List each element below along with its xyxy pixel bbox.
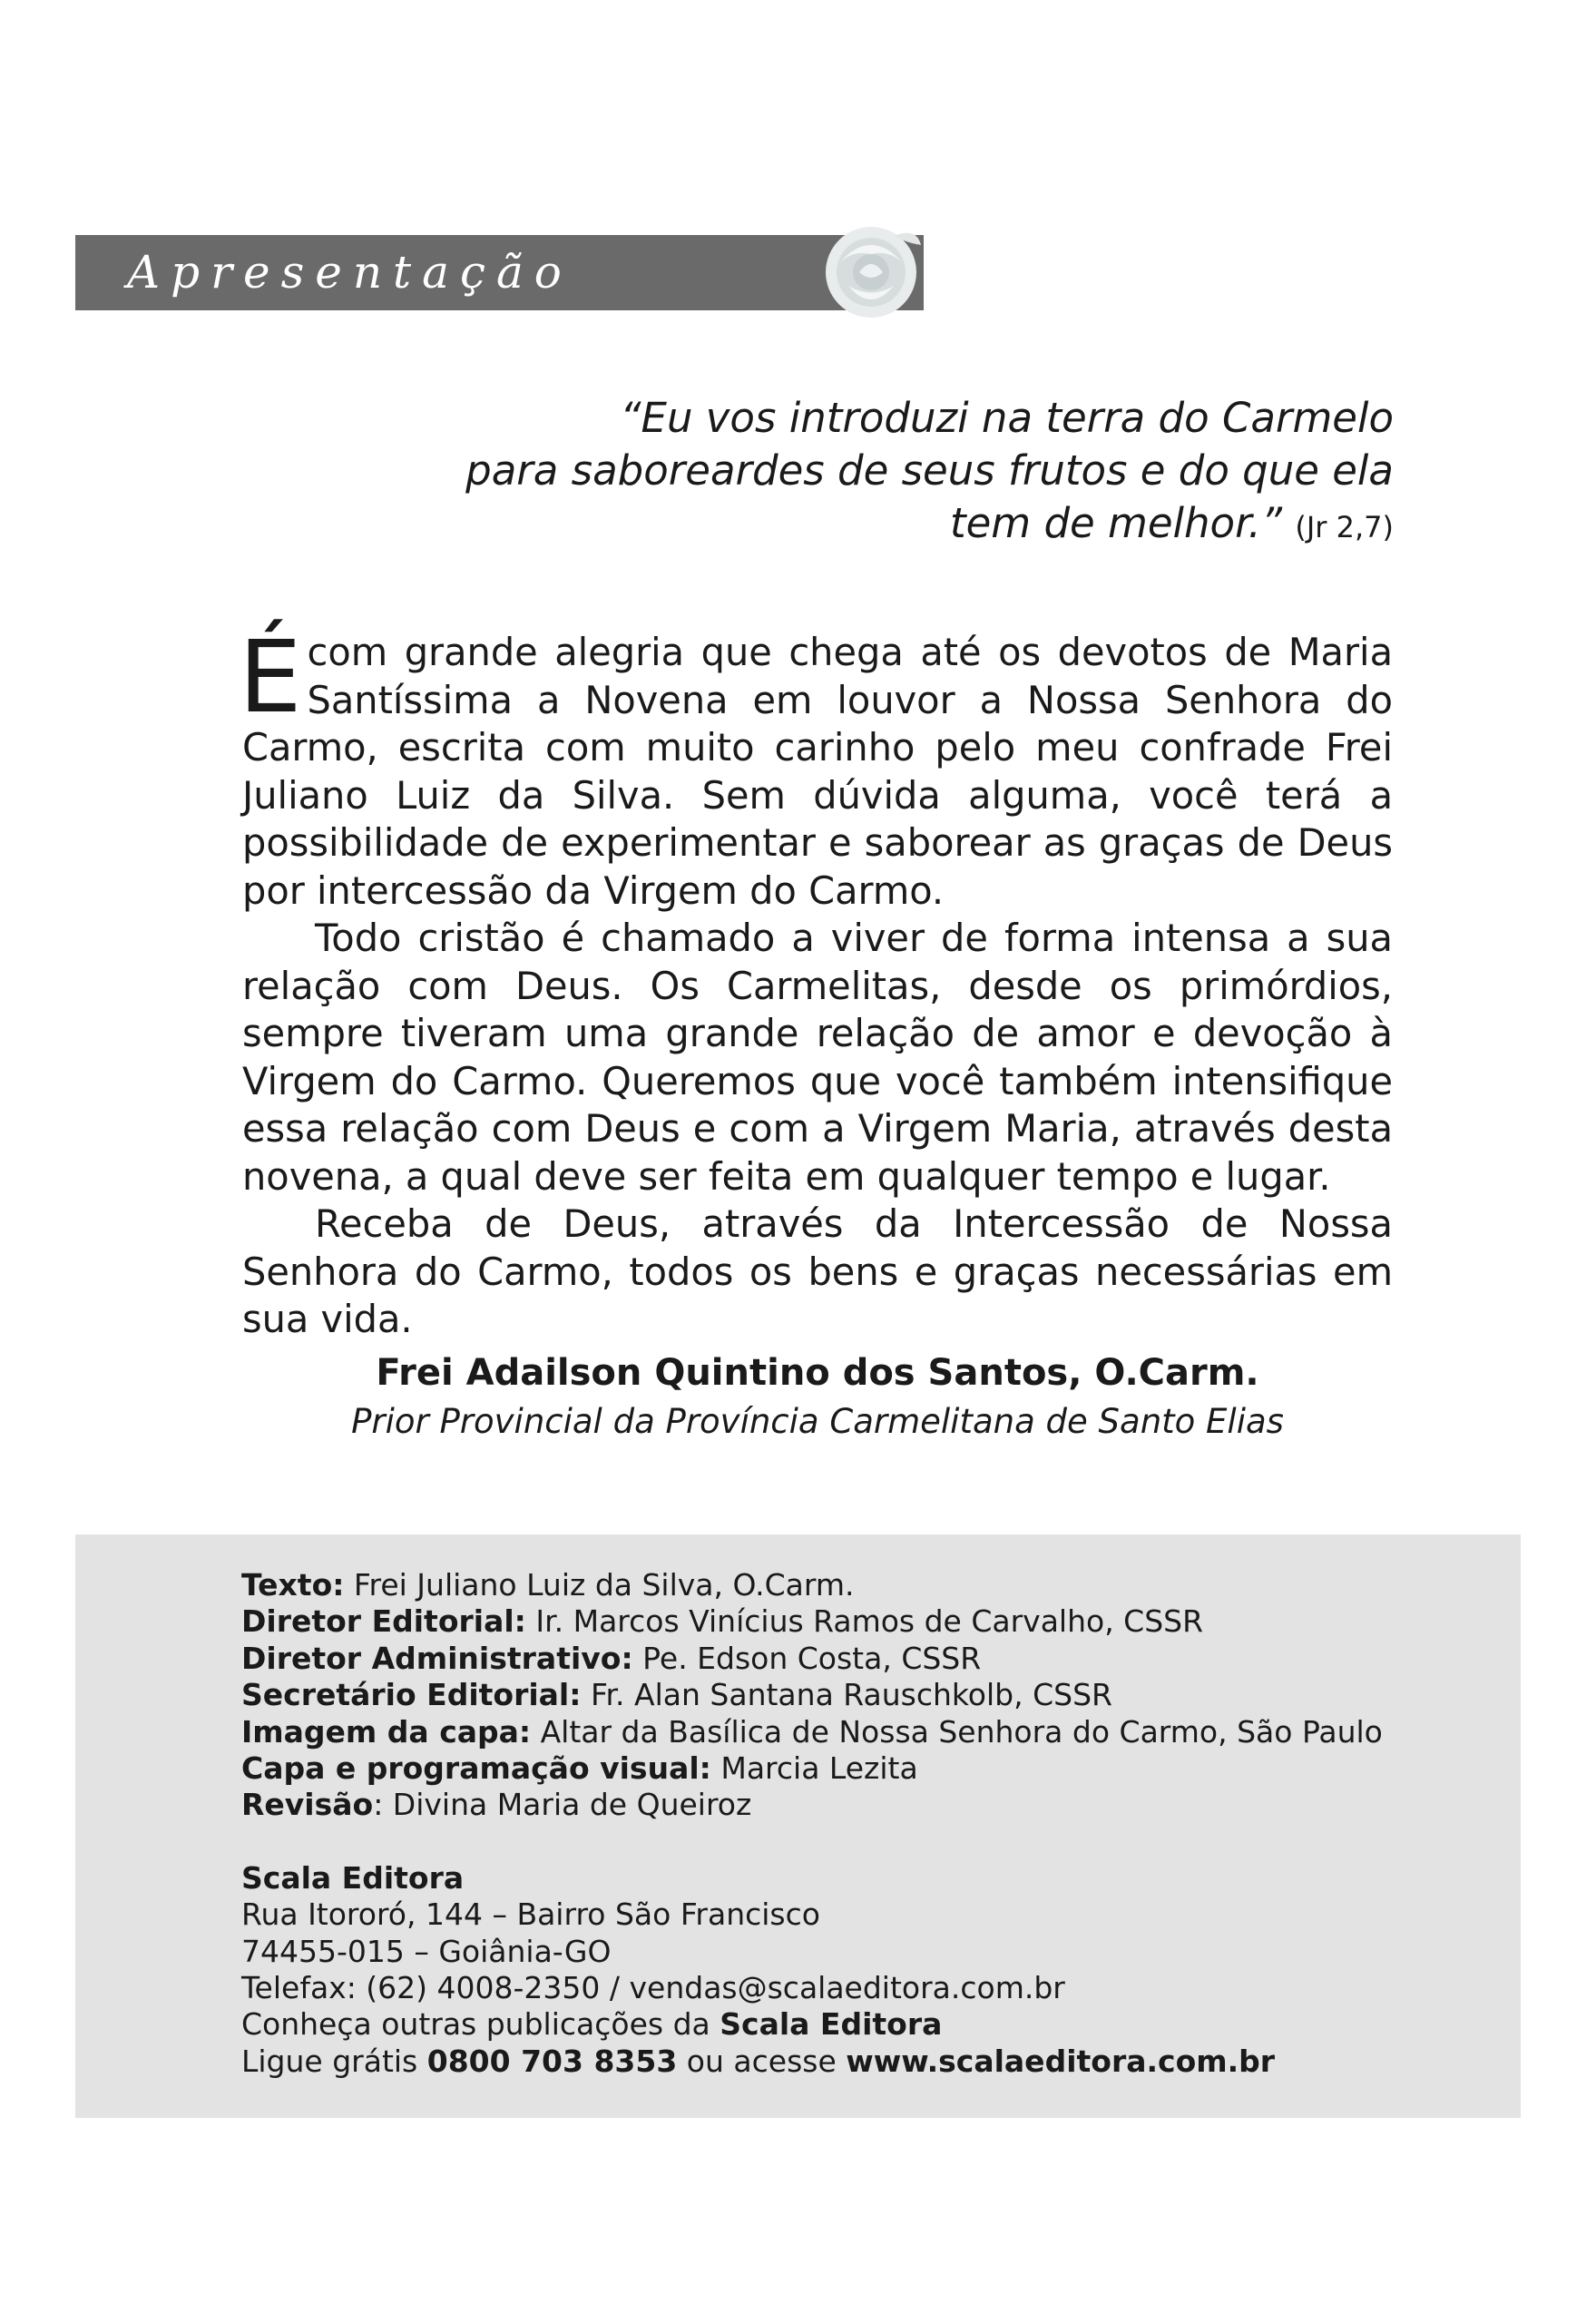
epigraph-line: “Eu vos introduzi na terra do Carmelo: [620, 394, 1394, 442]
credits-box: [75, 1534, 1521, 2118]
credit-value: Pe. Edson Costa, CSSR: [632, 1640, 982, 1676]
publisher-name: [241, 1860, 1475, 1897]
epigraph-line-text: tem de melhor.”: [949, 499, 1283, 547]
credit-label: Revisão: [241, 1787, 374, 1823]
paragraph-2: Todo cristão é chamado a viver de forma intensa a sua relação com Deus. Os Carmelitas, desde os primórdios, sempre tiveram uma grande relação de amor e devoção à Virgem do Carmo. Queremos que você também intensifique essa relação com Deus e com a Virgem Maria, através desta novena, a qual deve ser feita em qualquer tempo e lugar.: [242, 916, 1393, 1199]
epigraph-line: [390, 497, 1394, 554]
publisher-address: Rua Itororó, 144 – Bairro São Francisco: [241, 1897, 820, 1933]
rose-icon: [803, 200, 939, 336]
credit-label: Diretor Editorial:: [241, 1603, 526, 1640]
credit-label: Texto:: [241, 1567, 345, 1603]
publisher-more-name: Scala Editora: [720, 2006, 943, 2043]
body-text: [239, 619, 1393, 1344]
credit-value: Marcia Lezita: [710, 1750, 918, 1787]
paragraph-1-text: com grande alegria que chega até os devotos de Maria Santíssima a Novena em louvor a Nossa Senhora do Carmo, escrita com muito carinho pelo meu confrade Frei Juliano Luiz da Silva. Sem dúvida alguma, você terá a possibilidade de experimentar e saborear as graças de Deus por intercessão da Virgem do Carmo.: [242, 630, 1393, 913]
credit-label: Secretário Editorial:: [241, 1677, 582, 1713]
epigraph: [390, 392, 1394, 554]
epigraph-line: para saboreardes de seus frutos e do que ela: [465, 446, 1394, 495]
publisher-call-mid: ou acesse: [677, 2043, 847, 2079]
credit-value: Fr. Alan Santana Rauschkolb, CSSR: [581, 1677, 1112, 1713]
credit-diretor-editorial: [241, 1603, 1475, 1640]
signature: [242, 1348, 1393, 1446]
publisher-phone: 0800 703 8353: [426, 2043, 678, 2079]
credit-texto: [241, 1567, 1475, 1603]
credit-diretor-administrativo: [241, 1641, 1475, 1677]
credit-secretario: [241, 1677, 1475, 1713]
publisher-website: www.scalaeditora.com.br: [846, 2043, 1276, 2079]
publisher-contact: Telefax: (62) 4008-2350 / vendas@scalaeditora.com.br: [241, 1970, 1065, 2006]
paragraph-1: [239, 619, 1393, 915]
credit-label: Capa e programação visual:: [241, 1750, 711, 1787]
publisher-call: [241, 2044, 1475, 2080]
credits-content: [241, 1567, 1475, 2080]
credit-value: Frei Juliano Luiz da Silva, O.Carm.: [344, 1567, 855, 1603]
credit-value: Ir. Marcos Vinícius Ramos de Carvalho, CSSR: [525, 1603, 1204, 1640]
credit-imagem-capa: [241, 1714, 1475, 1750]
credit-label: Imagem da capa:: [241, 1713, 532, 1750]
publisher-call-prefix: Ligue grátis: [241, 2043, 427, 2079]
publisher-name-text: Scala Editora: [241, 1859, 465, 1896]
epigraph-reference: (Jr 2,7): [1295, 510, 1394, 544]
publisher-more: [241, 2006, 1475, 2043]
paragraph-3: Receba de Deus, através da Intercessão de Nossa Senhora do Carmo, todos os bens e graças necessárias em sua vida.: [242, 1201, 1393, 1341]
publisher-cep: 74455-015 – Goiânia-GO: [241, 1933, 612, 1969]
credit-value: Altar da Basílica de Nossa Senhora do Carmo, São Paulo: [531, 1713, 1383, 1750]
credit-label: Diretor Administrativo:: [241, 1640, 633, 1676]
section-title: Apresentação: [127, 246, 573, 299]
credit-value: : Divina Maria de Queiroz: [373, 1787, 752, 1823]
publisher-more-prefix: Conheça outras publicações da: [241, 2006, 720, 2043]
drop-cap: É: [239, 619, 302, 735]
signature-role: Prior Provincial da Província Carmelitana de Santo Elias: [351, 1402, 1284, 1441]
signature-name: Frei Adailson Quintino dos Santos, O.Carm.: [376, 1352, 1259, 1394]
credit-capa: [241, 1750, 1475, 1787]
credit-revisao: [241, 1787, 1475, 1823]
